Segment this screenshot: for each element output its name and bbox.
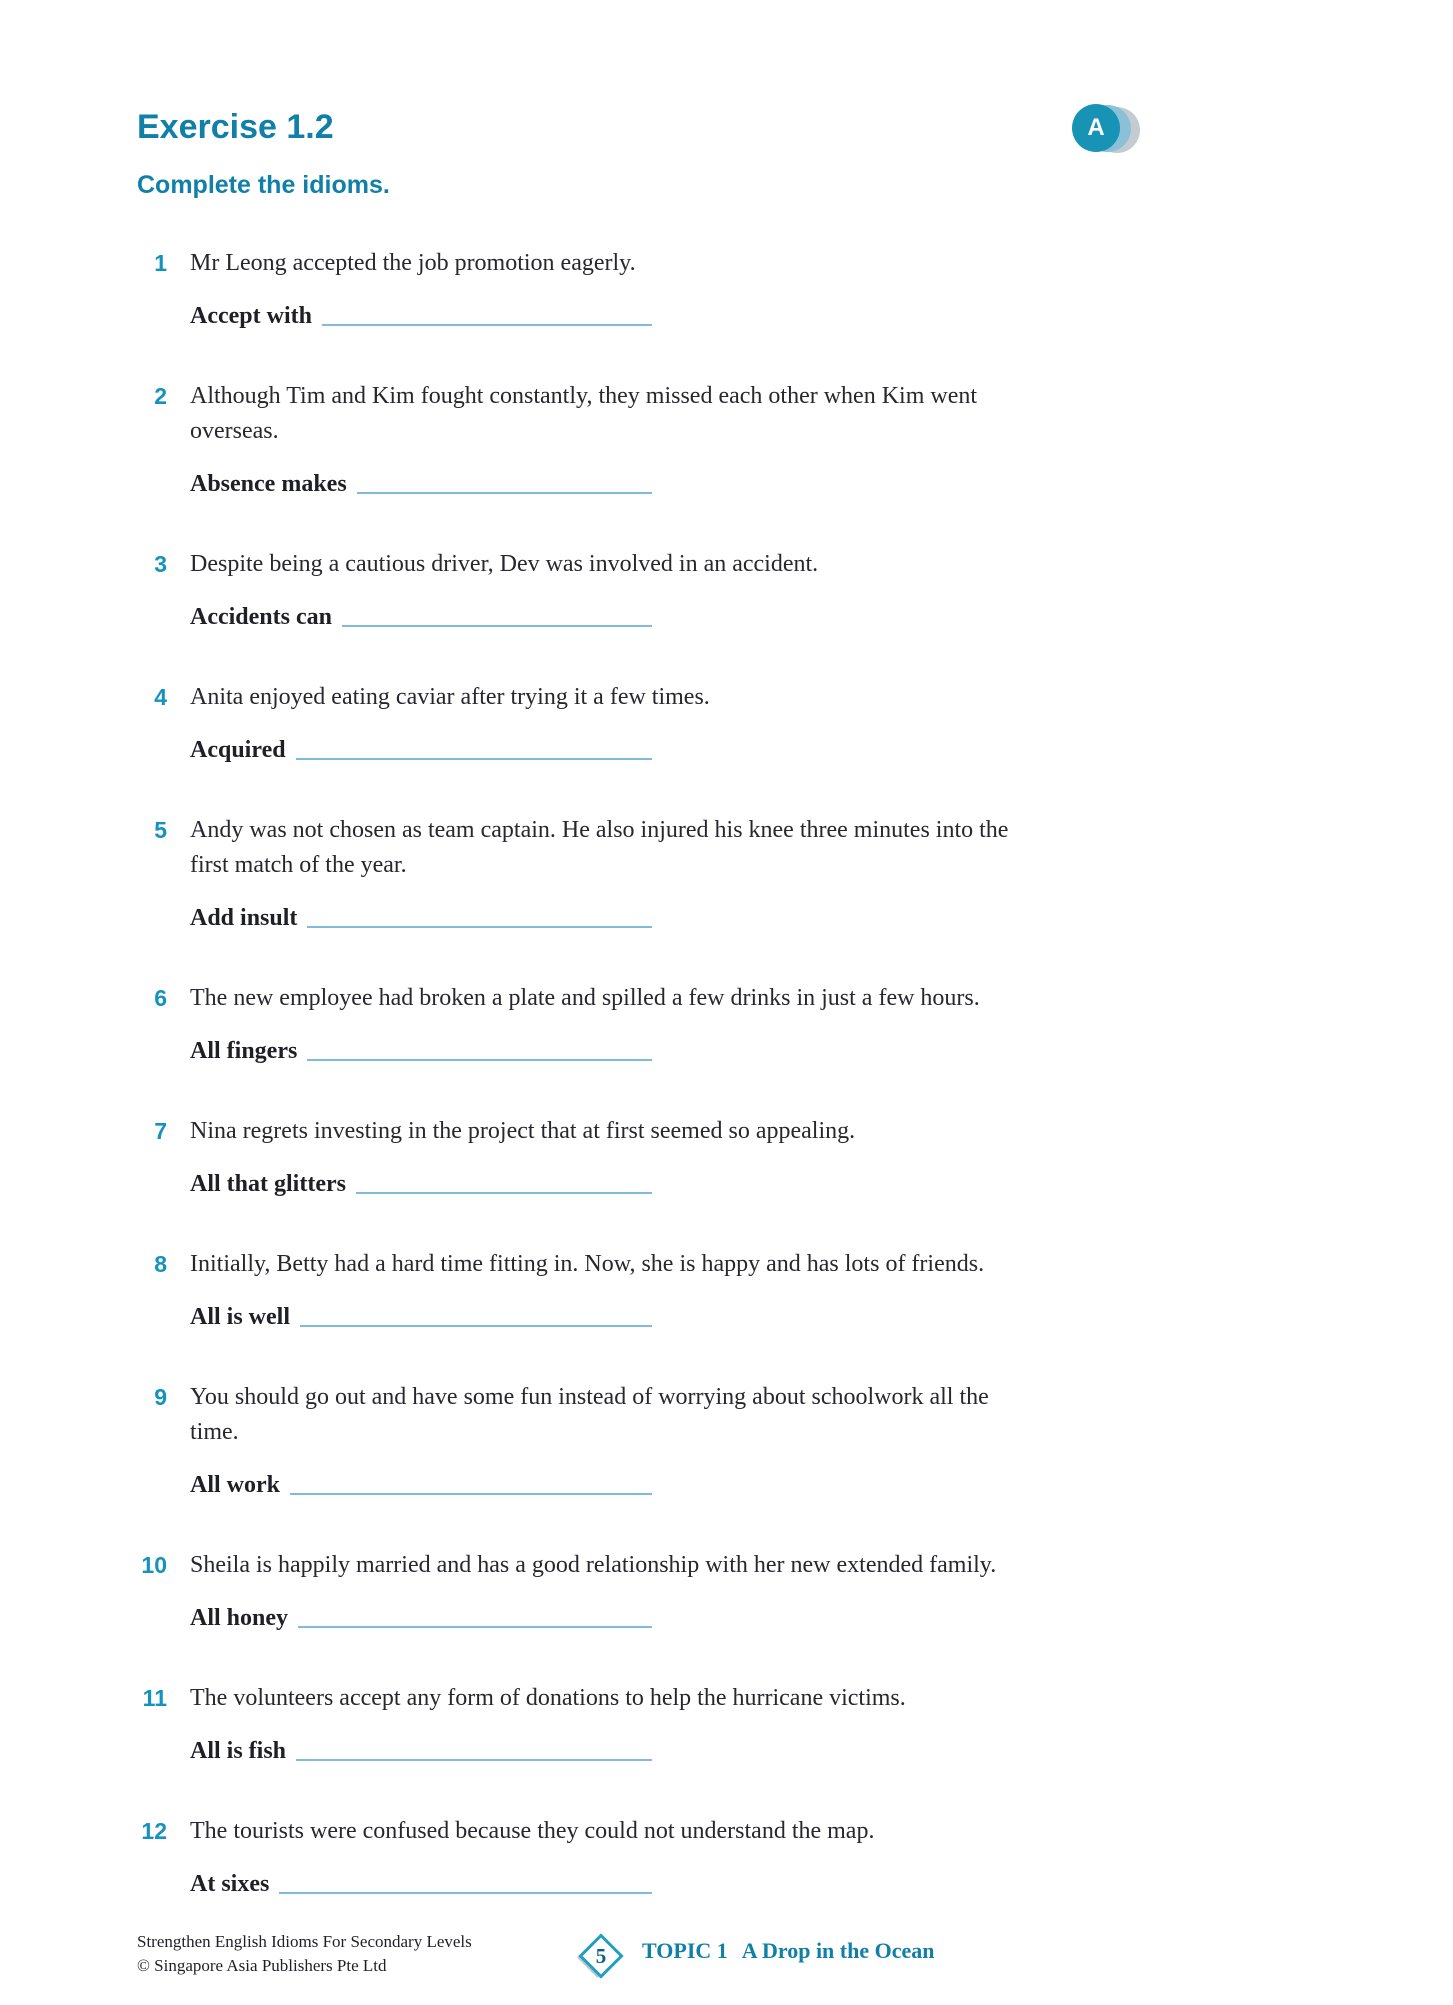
question-item	[137, 246, 1453, 331]
idiom-start-label: Acquired	[190, 737, 286, 763]
question-row	[137, 981, 1453, 1066]
idiom-start-label: All that glitters	[190, 1171, 346, 1197]
question-body	[190, 1380, 1040, 1500]
question-sentence: Sheila is happily married and has a good relationship with her new extended family.	[190, 1552, 997, 1578]
question-list	[137, 246, 1453, 1899]
question-number: 7	[154, 1118, 167, 1144]
question-sentence: Anita enjoyed eating caviar after trying it a few times.	[190, 684, 710, 710]
page-number-diamond	[575, 1930, 627, 1982]
idiom-start-label: Absence makes	[190, 471, 347, 497]
answer-blank-line	[296, 757, 652, 760]
question-sentence: Although Tim and Kim fought constantly, they missed each other when Kim went overseas.	[190, 383, 978, 444]
question-body	[190, 379, 1040, 499]
question-row	[137, 1247, 1453, 1332]
page-number: 5	[595, 1943, 607, 1968]
topic-name: A Drop in the Ocean	[741, 1938, 935, 1963]
topic-heading	[642, 1938, 935, 1964]
question-row	[137, 246, 1453, 331]
answer-blank-line	[296, 1758, 652, 1761]
exercise-title: Exercise 1.2	[137, 108, 334, 146]
idiom-prompt-row	[190, 1298, 652, 1332]
question-item	[137, 1247, 1453, 1332]
question-body	[190, 246, 1040, 331]
question-sentence: The tourists were confused because they could not understand the map.	[190, 1818, 875, 1844]
question-number: 2	[154, 383, 167, 409]
question-item	[137, 1814, 1453, 1899]
question-row	[137, 1548, 1453, 1633]
question-item	[137, 981, 1453, 1066]
answer-blank-line	[342, 624, 652, 627]
idiom-start-label: At sixes	[190, 1871, 270, 1897]
question-number: 10	[141, 1552, 167, 1578]
question-item	[137, 379, 1453, 499]
answer-blank-line	[300, 1324, 652, 1327]
question-row	[137, 1681, 1453, 1766]
question-row	[137, 1814, 1453, 1899]
publisher-imprint	[137, 1930, 472, 1978]
question-body	[190, 1114, 1040, 1199]
question-sentence: You should go out and have some fun instead of worrying about schoolwork all the time.	[190, 1384, 989, 1445]
question-number: 1	[154, 250, 167, 276]
idiom-prompt-row	[190, 465, 652, 499]
question-sentence: The volunteers accept any form of donations to help the hurricane victims.	[190, 1685, 906, 1711]
answer-blank-line	[356, 1191, 652, 1194]
answer-blank-line	[307, 1058, 652, 1061]
question-item	[137, 547, 1453, 632]
question-body	[190, 813, 1040, 933]
question-number: 6	[154, 985, 167, 1011]
question-item	[137, 1548, 1453, 1633]
idiom-start-label: All work	[190, 1472, 280, 1498]
idiom-prompt-row	[190, 297, 652, 331]
answer-blank-line	[290, 1492, 652, 1495]
answer-blank-line	[357, 491, 652, 494]
idiom-prompt-row	[190, 1865, 652, 1899]
question-row	[137, 813, 1453, 933]
question-body	[190, 680, 1040, 765]
idiom-start-label: Add insult	[190, 905, 298, 931]
question-item	[137, 813, 1453, 933]
imprint-line-1: Strengthen English Idioms For Secondary Levels	[137, 1932, 472, 1951]
question-sentence: Nina regrets investing in the project that at first seemed so appealing.	[190, 1118, 856, 1144]
question-row	[137, 1114, 1453, 1199]
question-number: 11	[142, 1685, 167, 1711]
question-item	[137, 1380, 1453, 1500]
question-sentence: Initially, Betty had a hard time fitting in. Now, she is happy and has lots of friends.	[190, 1251, 985, 1277]
question-number: 4	[154, 684, 167, 710]
question-body	[190, 547, 1040, 632]
idiom-prompt-row	[190, 1032, 652, 1066]
question-row	[137, 680, 1453, 765]
section-badge-label: A	[1087, 114, 1105, 141]
question-body	[190, 1814, 1040, 1899]
question-body	[190, 1548, 1040, 1633]
question-sentence: The new employee had broken a plate and spilled a few drinks in just a few hours.	[190, 985, 980, 1011]
idiom-prompt-row	[190, 899, 652, 933]
section-badge-circle	[1072, 104, 1120, 152]
answer-blank-line	[307, 925, 652, 928]
answer-blank-line	[298, 1625, 652, 1628]
question-row	[137, 379, 1453, 499]
question-row	[137, 547, 1453, 632]
question-item	[137, 1114, 1453, 1199]
question-body	[190, 981, 1040, 1066]
idiom-prompt-row	[190, 1165, 652, 1199]
section-badge	[1072, 104, 1152, 154]
idiom-start-label: All honey	[190, 1605, 289, 1631]
question-sentence: Andy was not chosen as team captain. He also injured his knee three minutes into the first match of the year.	[190, 817, 1009, 878]
exercise-instruction: Complete the idioms.	[137, 171, 390, 199]
idiom-prompt-row	[190, 731, 652, 765]
question-item	[137, 680, 1453, 765]
question-sentence: Despite being a cautious driver, Dev was involved in an accident.	[190, 551, 819, 577]
idiom-start-label: Accidents can	[190, 604, 332, 630]
question-body	[190, 1681, 1040, 1766]
idiom-start-label: All fingers	[190, 1038, 298, 1064]
question-item	[137, 1681, 1453, 1766]
question-number: 8	[154, 1251, 167, 1277]
answer-blank-line	[279, 1891, 652, 1894]
question-number: 3	[154, 551, 167, 577]
question-body	[190, 1247, 1040, 1332]
imprint-line-2: © Singapore Asia Publishers Pte Ltd	[137, 1956, 387, 1975]
question-number: 5	[154, 817, 167, 843]
question-number: 9	[154, 1384, 167, 1410]
answer-blank-line	[322, 323, 652, 326]
idiom-prompt-row	[190, 1599, 652, 1633]
idiom-prompt-row	[190, 598, 652, 632]
idiom-prompt-row	[190, 1732, 652, 1766]
question-number: 12	[141, 1818, 167, 1844]
idiom-start-label: All is fish	[190, 1738, 287, 1764]
question-sentence: Mr Leong accepted the job promotion eagerly.	[190, 250, 636, 276]
idiom-start-label: Accept with	[190, 303, 312, 329]
idiom-prompt-row	[190, 1466, 652, 1500]
idiom-start-label: All is well	[190, 1304, 290, 1330]
page-footer	[137, 1928, 1393, 1988]
topic-label: TOPIC 1	[642, 1938, 728, 1963]
question-row	[137, 1380, 1453, 1500]
